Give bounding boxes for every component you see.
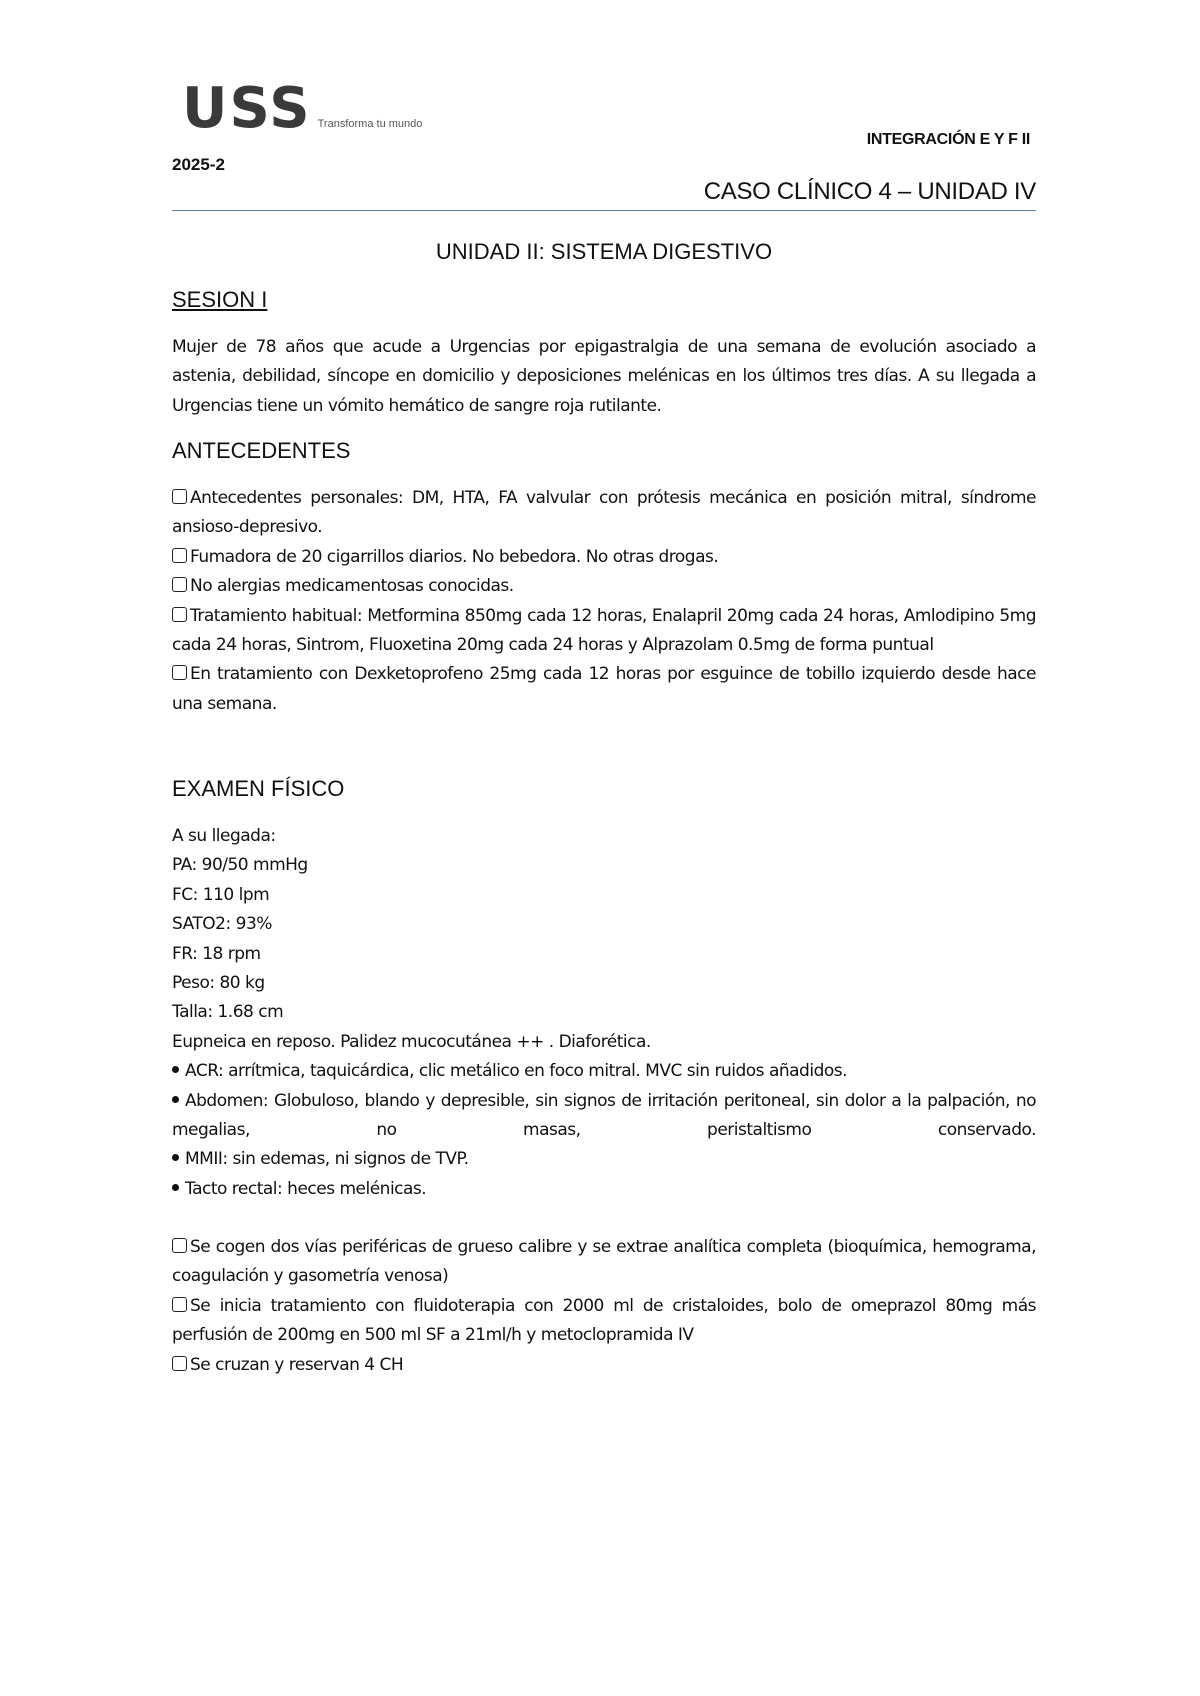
checkbox-icon [172, 1356, 187, 1371]
arrival-label: A su llegada: [172, 826, 276, 846]
actions-list [172, 1233, 1036, 1380]
checkbox-icon [172, 577, 187, 592]
checkbox-icon [172, 607, 187, 622]
bullet-icon [172, 1154, 179, 1161]
checkbox-icon [172, 548, 187, 563]
antecedentes-heading: ANTECEDENTES [172, 438, 351, 463]
examen-heading: EXAMEN FÍSICO [172, 776, 345, 801]
antecedente-item: En tratamiento con Dexketoprofeno 25mg cada 12 horas por esguince de tobillo izquierdo desde hace una semana. [172, 664, 1036, 714]
exam-bullet: MMII: sin edemas, ni signos de TVP. [172, 1145, 1036, 1174]
exam-bullet: ACR: arrítmica, taquicárdica, clic metálico en foco mitral. MVC sin ruidos añadidos. [172, 1057, 1036, 1086]
action-item: Se inicia tratamiento con fluidoterapia con 2000 ml de cristaloides, bolo de omeprazol 80mg más perfusión de 200mg en 500 ml SF a 21ml/h y metoclopramida IV [172, 1295, 1036, 1346]
antecedente-item: Antecedentes personales: DM, HTA, FA valvular con prótesis mecánica en posición mitral, síndrome ansioso-depresivo. [172, 488, 1036, 538]
vital-sign: FR: 18 rpm [172, 943, 261, 964]
checkbox-icon [172, 489, 187, 504]
vital-sign: SATO2: 93% [172, 914, 272, 935]
logo-tagline: Transforma tu mundo [317, 118, 423, 130]
uss-logo [182, 76, 423, 141]
exam-bullet: Tacto rectal: heces melénicas. [172, 1175, 1036, 1204]
checkbox-icon [172, 1238, 187, 1253]
bullet-icon [172, 1184, 179, 1191]
action-item: Se cruzan y reservan 4 CH [172, 1351, 1036, 1380]
general-state: Eupneica en reposo. Palidez mucocutánea ++ . Diaforética. [172, 1031, 651, 1052]
checkbox-icon [172, 665, 187, 680]
header-divider [172, 210, 1036, 211]
vital-sign: Peso: 80 kg [172, 973, 265, 994]
bullet-icon [172, 1066, 179, 1073]
exam-bullet: Abdomen: Globuloso, blando y depresible, sin signos de irritación peritoneal, sin dolor a la palpación, no megalias, no masas, peristaltismo conservado. [172, 1090, 1036, 1141]
examen-body [172, 822, 1036, 1204]
checkbox-icon [172, 1297, 187, 1312]
session-intro: Mujer de 78 años que acude a Urgencias por epigastralgia de una semana de evolución asociado a astenia, debilidad, síncope en domicilio y deposiciones melénicas en los últimos tres días. A su llegada a Urgencias tiene un vómito hemático de sangre roja rutilante. [172, 337, 1036, 416]
course-name: INTEGRACIÓN E Y F II [866, 131, 1030, 148]
vital-sign: FC: 110 lpm [172, 884, 270, 905]
action-item: Se cogen dos vías periféricas de grueso calibre y se extrae analítica completa (bioquímica, hemograma, coagulación y gasometría venosa) [172, 1237, 1036, 1287]
vital-sign: PA: 90/50 mmHg [172, 855, 308, 876]
antecedentes-list [172, 484, 1036, 719]
bullet-icon [172, 1096, 179, 1103]
vital-sign: Talla: 1.68 cm [172, 1002, 284, 1023]
session-heading: SESION I [172, 287, 268, 312]
antecedente-item: No alergias medicamentosas conocidas. [172, 572, 1036, 601]
logo-mark: USS [182, 76, 312, 141]
antecedente-item: Fumadora de 20 cigarrillos diarios. No bebedora. No otras drogas. [172, 543, 1036, 572]
academic-year: 2025-2 [172, 155, 225, 174]
case-title: CASO CLÍNICO 4 – UNIDAD IV [703, 178, 1036, 205]
antecedente-item: Tratamiento habitual: Metformina 850mg cada 12 horas, Enalapril 20mg cada 24 horas, Amlodipino 5mg cada 24 horas, Sintrom, Fluoxetina 20mg cada 24 horas y Alprazolam 0.5mg de forma puntual [172, 605, 1036, 656]
unit-title: UNIDAD II: SISTEMA DIGESTIVO [435, 239, 773, 264]
